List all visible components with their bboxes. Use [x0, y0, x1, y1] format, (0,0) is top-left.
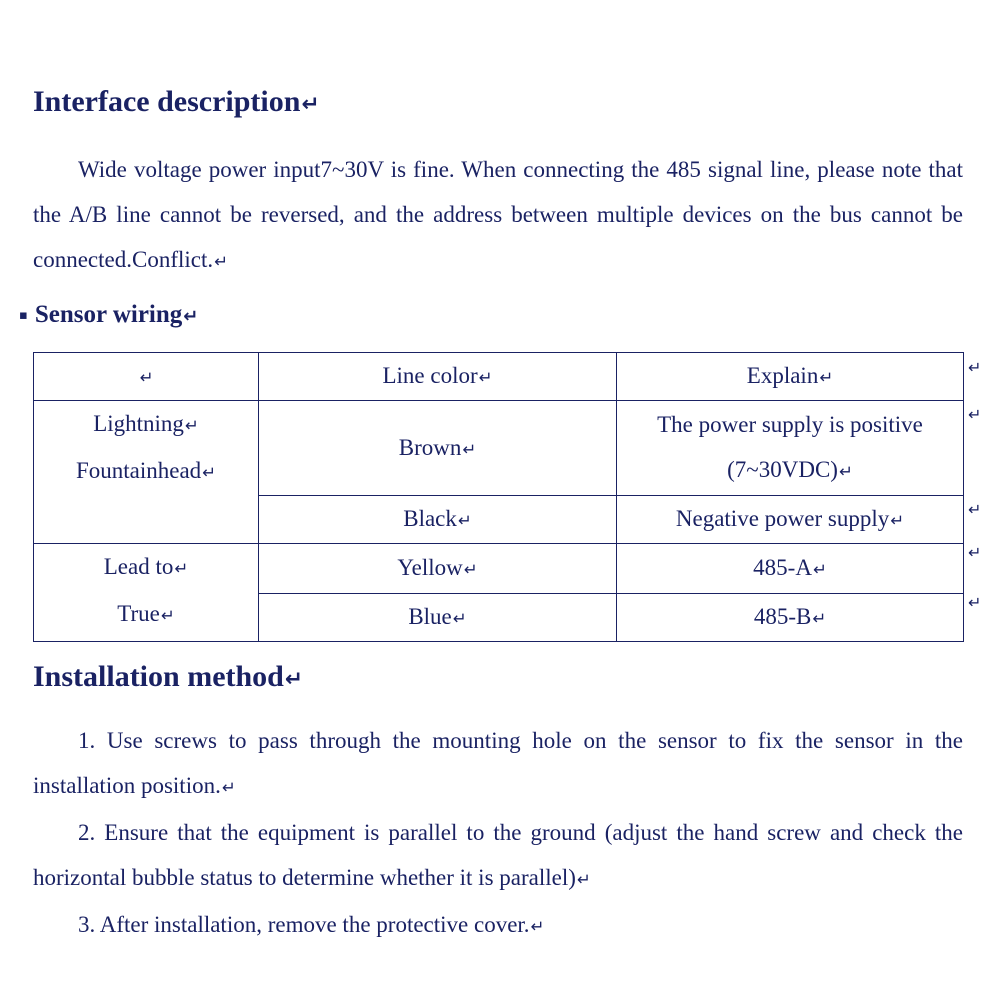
paragraph-mark: ↵: [284, 667, 303, 692]
cell-line: [38, 401, 254, 448]
sensor-wiring-table: [33, 352, 964, 642]
paragraph-mark: ↵: [968, 500, 982, 519]
fountainhead-text: Fountainhead: [75, 458, 202, 483]
paragraph-mark: ↵: [968, 543, 982, 562]
sensor-wiring-heading: [19, 300, 963, 332]
header-explain-text: Explain: [746, 363, 819, 388]
paragraph-mark: ↵: [812, 560, 827, 579]
yellow-text: Yellow: [397, 555, 463, 580]
cell-line: [38, 591, 254, 638]
explain-black-text: Negative power supply: [675, 506, 890, 531]
paragraph-mark: ↵: [174, 559, 189, 578]
black-text: Black: [403, 506, 457, 531]
installation-step-1: [33, 718, 963, 810]
paragraph-mark: ↵: [819, 368, 834, 387]
brown-text: Brown: [398, 434, 462, 460]
true-text: True: [117, 601, 160, 626]
lead-to-text: Lead to: [103, 554, 174, 579]
paragraph-mark: ↵: [462, 439, 477, 459]
cell-header-explain: [617, 353, 964, 401]
paragraph-mark: ↵: [202, 463, 217, 482]
cell-header-line-color: [259, 353, 617, 401]
header-line-color-text: Line color: [382, 363, 478, 388]
installation-heading: [33, 659, 963, 698]
paragraph-mark: ↵: [214, 252, 228, 271]
paragraph-mark: ↵: [457, 511, 472, 530]
cell-explain-brown: [617, 401, 964, 496]
cell-line: [38, 448, 254, 495]
paragraph-mark: ↵: [184, 416, 199, 435]
paragraph-mark: ↵: [890, 511, 905, 530]
cell-lead-to-true: [34, 544, 259, 642]
square-bullet-icon: ▪: [19, 308, 28, 323]
cell-line: [621, 447, 959, 494]
paragraph-mark: ↵: [812, 609, 827, 628]
interface-paragraph: [33, 147, 963, 284]
cell-header-empty: [34, 353, 259, 401]
table-row: [34, 353, 964, 401]
installation-step-2: [33, 810, 963, 902]
cell-brown: [259, 401, 617, 496]
paragraph-mark: ↵: [139, 368, 154, 387]
installation-heading-text: Installation method: [33, 660, 284, 693]
cell-black: [259, 496, 617, 544]
paragraph-mark: ↵: [530, 917, 545, 936]
installation-step-3-text: 3. After installation, remove the protective cover.: [78, 912, 530, 937]
interface-heading: [33, 84, 963, 123]
lightning-text: Lightning: [93, 411, 184, 436]
cell-yellow: [259, 544, 617, 594]
paragraph-mark: ↵: [968, 405, 982, 424]
sensor-wiring-heading-text: Sensor wiring: [34, 301, 183, 328]
paragraph-mark: ↵: [301, 92, 320, 117]
paragraph-mark: ↵: [452, 609, 467, 628]
paragraph-mark: ↵: [183, 306, 199, 327]
485-b-text: 485-B: [753, 604, 812, 629]
installation-step-3: [33, 902, 963, 949]
cell-line: [621, 402, 959, 447]
explain-brown-line1-text: The power supply is positive: [657, 412, 923, 437]
cell-485-a: [617, 544, 964, 594]
cell-blue: [259, 594, 617, 642]
cell-line: [38, 544, 254, 591]
explain-brown-line2-text: (7~30VDC): [727, 457, 838, 482]
paragraph-mark: ↵: [478, 368, 493, 387]
paragraph-mark: ↵: [968, 593, 982, 612]
blue-text: Blue: [408, 604, 452, 629]
485-a-text: 485-A: [753, 555, 812, 580]
interface-heading-text: Interface description: [33, 85, 301, 118]
installation-step-2-text: 2. Ensure that the equipment is parallel to the ground (adjust the hand screw and check the horizontal bubble status to determine whether it is parallel): [33, 820, 963, 890]
paragraph-mark: ↵: [838, 462, 853, 481]
paragraph-mark: ↵: [576, 870, 591, 889]
paragraph-mark: ↵: [160, 606, 175, 625]
cell-explain-black: [617, 496, 964, 544]
installation-step-1-text: 1. Use screws to pass through the mounting hole on the sensor to fix the sensor in the installation position.: [33, 728, 963, 798]
sensor-wiring-table-wrap: [33, 352, 982, 642]
table-row: [34, 544, 964, 594]
paragraph-mark: ↵: [463, 560, 478, 579]
interface-paragraph-text: Wide voltage power input7~30V is fine. When connecting the 485 signal line, please note that the A/B line cannot be reversed, and the address between multiple devices on the bus cannot be connected.Conflict.: [33, 157, 963, 272]
paragraph-mark: ↵: [221, 778, 236, 797]
paragraph-mark: ↵: [968, 358, 982, 377]
cell-lightning-fountainhead: [34, 401, 259, 544]
cell-485-b: [617, 594, 964, 642]
table-row: [34, 401, 964, 496]
